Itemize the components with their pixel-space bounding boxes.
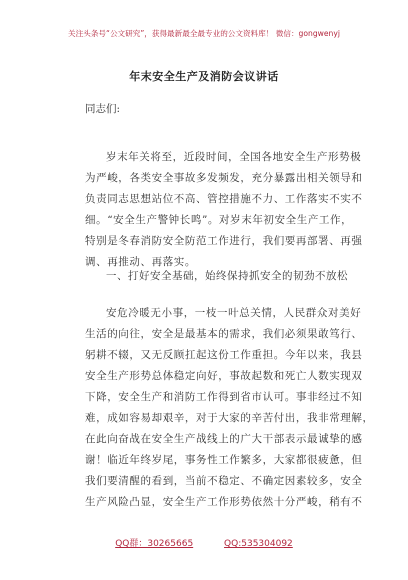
paragraph-line: 在此向奋战在安全生产战线上的广大干部表示最诚挚的感: [85, 433, 363, 445]
paragraph-line: 岁末年关将至，近段时间，全国各地安全生产形势极: [106, 151, 362, 163]
paragraph-line: 调、再推动、再落实。: [85, 256, 196, 268]
paragraph-line: 我们要清醒的看到，当前不稳定、不确定因素较多，安全: [85, 475, 363, 487]
paragraph-2: [85, 303, 374, 513]
footer-contact: [0, 536, 408, 549]
header-banner: 关注头条号“公文研究”，获得最新最全最专业的公文资料库！ 微信：gongwenyj: [68, 29, 340, 38]
qq-group-link[interactable]: QQ群：30265665: [115, 539, 194, 549]
paragraph-line: 为严峻，各类安全事故多发频发，充分暴露出相关领导和: [85, 172, 363, 184]
paragraph-line: 生产风险凸显，安全生产工作形势依然十分严峻，稍有不: [85, 496, 363, 508]
document-title: 年末安全生产及消防会议讲话: [129, 70, 279, 83]
paragraph-line: 躬耕不辍，又无反顾扛起这份工作重担。今年以来，我县: [85, 349, 363, 361]
paragraph-line: 谢！临近年终岁尾，事务性工作繁多，大家都很疲惫，但: [85, 454, 363, 466]
paragraph-line: 生活的向往，安全是最基本的需求，我们必须果敢笃行、: [85, 328, 363, 340]
section-heading: 一、打好安全基础，始终保持抓安全的韧劲不放松: [106, 270, 348, 282]
paragraph-line: 难，成如容易却艰辛，对于大家的辛苦付出，我非常理解，: [85, 412, 374, 424]
qq-link[interactable]: QQ:535304092: [224, 539, 293, 549]
paragraph-line: 下降，安全生产和消防工作得到省市认可。事非经过不知: [85, 391, 363, 403]
paragraph-line: 安危冷暖无小事，一枝一叶总关情，人民群众对美好: [106, 307, 362, 319]
paragraph-line: 安全生产形势总体稳定向好，事故起数和死亡人数实现双: [85, 370, 363, 382]
salutation: 同志们:: [85, 103, 121, 115]
paragraph-line: 负责同志思想站位不高、管控措施不力、工作落实不实不: [85, 193, 363, 205]
paragraph-line: 特别是冬春消防安全防范工作进行，我们要再部署、再强: [85, 235, 363, 247]
paragraph-line: 细。“安全生产警钟长鸣”。对岁末年初安全生产工作，: [85, 214, 353, 226]
paragraph-1: [85, 147, 363, 273]
